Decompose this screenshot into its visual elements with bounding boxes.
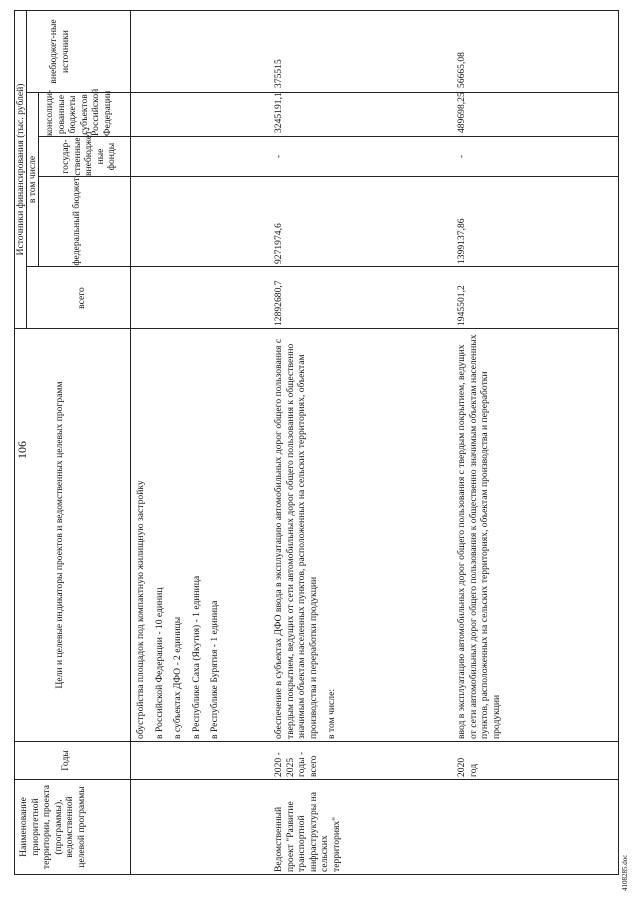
row1-federal: 9271974,6 xyxy=(273,223,284,264)
row2-years: 2020 год xyxy=(456,757,479,777)
row2-goal-text: ввод в эксплуатацию автомобильных дорог общего пользования с твердым покрытием, ведущих от сети автомобильных дорог общего пользования к общественно значимым объектам населенных пунктов, расположенных на сельских территориях, объектам производства и переработки продукции xyxy=(456,334,502,739)
header-extrabudget: внебюджет-ные источники xyxy=(48,19,71,84)
row1-goal-text: обеспечение в субъектах ДФО ввода в эксплуатацию автомобильных дорог общего пользования с твердым покрытием, ведущих от сети автомобильных дорог общего пользования к общественно значимым объектам населенных пунктов, расположенных на сельских территориях, объектам производства и переработки продукции xyxy=(273,338,319,739)
col-divider-goals xyxy=(14,328,619,329)
row1-consolidated: 3245191,1 xyxy=(273,92,284,133)
col-divider-federal xyxy=(38,176,619,177)
header-sources: Источники финансирования (тыс. рублей) xyxy=(15,83,26,256)
row1-years: 2020 - 2025 годы - всего xyxy=(273,751,319,777)
row1-goals xyxy=(273,334,338,739)
footer-code: 4108285.doc xyxy=(621,854,629,891)
table-border-right xyxy=(14,10,619,11)
row1-extrabudget: 375515 xyxy=(273,59,284,88)
table-border-bottom xyxy=(618,10,619,875)
col-divider-state-funds xyxy=(38,136,619,137)
row1-name: Ведомственный проект "Развитие транспортной инфраструктуры на сельских территориях" xyxy=(273,791,342,872)
header-total: всего xyxy=(76,287,87,309)
continuation-item: в субъектах ДФО - 2 единицы xyxy=(172,616,183,739)
header-state-funds: государ-ственные внебюджет-ные фонды xyxy=(60,127,117,176)
row2-extrabudget: 56665,08 xyxy=(456,52,467,88)
financing-table xyxy=(14,10,619,875)
continuation-item: в Республике Саха (Якутия) - 1 единица xyxy=(190,575,202,739)
header-name: Наименование приоритетной территории, проекта (программы), ведомственной целевой программы xyxy=(18,784,87,870)
row2-federal: 1399137,86 xyxy=(456,218,467,264)
header-goals: Цели и целевые индикаторы проектов и ведомственных целевых программ xyxy=(54,381,65,689)
row1-state-funds: - xyxy=(273,154,284,159)
row2-total: 1945501,2 xyxy=(456,285,467,326)
row2-goals xyxy=(456,334,502,739)
header-federal: федеральный бюджет xyxy=(71,177,82,266)
continuation-item: в Российской Федерации - 10 единиц xyxy=(153,587,165,739)
row1-total: 12892680,7 xyxy=(273,280,284,326)
row2-state-funds: - xyxy=(456,154,467,159)
table-border-left xyxy=(14,874,619,875)
header-consolidated: консолиди-рованные бюджеты субъектов Российской Федерации xyxy=(44,88,113,136)
row1-goal-text: в том числе: xyxy=(326,688,337,739)
page-number: 106 xyxy=(15,441,29,459)
header-bottom-rule xyxy=(130,10,131,875)
goals-continuation xyxy=(135,334,221,739)
col-divider-name xyxy=(14,779,619,780)
continuation-item: обустройства площадок под компактную жилищную застройку xyxy=(135,480,146,739)
col-divider-total xyxy=(26,266,619,267)
header-including: в том числе xyxy=(27,155,38,204)
row2-consolidated: 489698,25 xyxy=(456,92,467,133)
header-years: Годы xyxy=(60,750,71,771)
col-divider-consolidated xyxy=(26,92,619,93)
continuation-item: в Республике Бурятия - 1 единица xyxy=(209,600,220,739)
col-divider-years xyxy=(14,741,619,742)
